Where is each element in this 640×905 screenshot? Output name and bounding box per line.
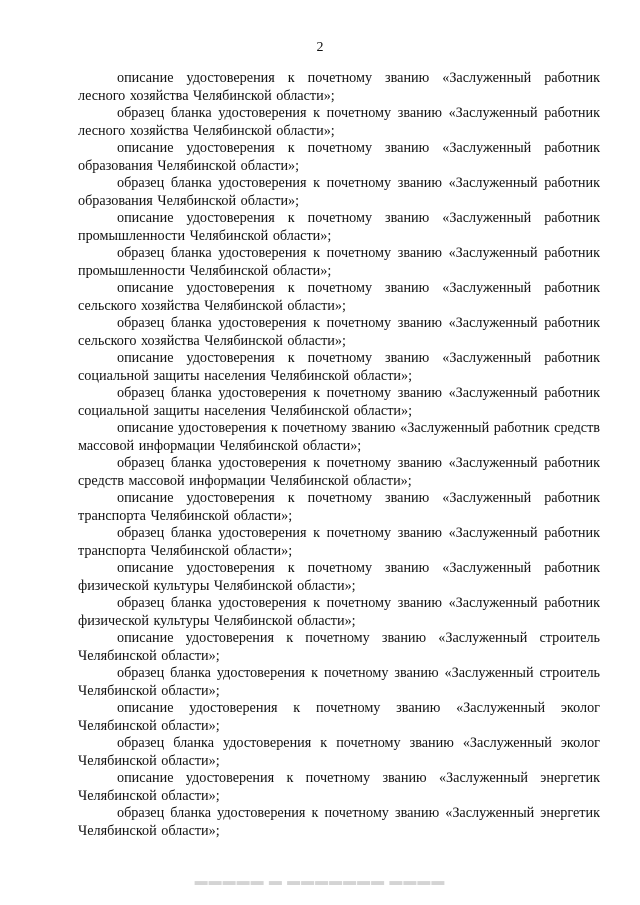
paragraph: описание удостоверения к почетному званию «Заслуженный эколог Челябинской области»; (78, 700, 600, 734)
paragraph: описание удостоверения к почетному званию «Заслуженный работник лесного хозяйства Челябинской области»; (78, 70, 600, 104)
document-body (78, 70, 600, 840)
paragraph: образец бланка удостоверения к почетному званию «Заслуженный энергетик Челябинской области»; (78, 805, 600, 839)
paragraph: образец бланка удостоверения к почетному званию «Заслуженный строитель Челябинской области»; (78, 665, 600, 699)
paragraph: образец бланка удостоверения к почетному званию «Заслуженный работник транспорта Челябинской области»; (78, 525, 600, 559)
paragraph: описание удостоверения к почетному званию «Заслуженный работник образования Челябинской области»; (78, 140, 600, 174)
paragraph: описание удостоверения к почетному званию «Заслуженный работник сельского хозяйства Челябинской области»; (78, 280, 600, 314)
paragraph: образец бланка удостоверения к почетному званию «Заслуженный работник промышленности Челябинской области»; (78, 245, 600, 279)
paragraph: образец бланка удостоверения к почетному званию «Заслуженный работник лесного хозяйства Челябинской области»; (78, 105, 600, 139)
paragraph: описание удостоверения к почетному званию «Заслуженный энергетик Челябинской области»; (78, 770, 600, 804)
page-number: 2 (316, 40, 324, 55)
paragraph: образец бланка удостоверения к почетному званию «Заслуженный работник образования Челябинской области»; (78, 175, 600, 209)
faint-footer-stamp: ▬▬▬▬▬ ▬ ▬▬▬▬▬▬▬ ▬▬▬▬ (194, 873, 446, 888)
paragraph: описание удостоверения к почетному званию «Заслуженный работник промышленности Челябинской области»; (78, 210, 600, 244)
paragraph: образец бланка удостоверения к почетному званию «Заслуженный работник сельского хозяйства Челябинской области»; (78, 315, 600, 349)
paragraph: образец бланка удостоверения к почетному званию «Заслуженный эколог Челябинской области»; (78, 735, 600, 769)
paragraph: описание удостоверения к почетному званию «Заслуженный работник физической культуры Челябинской области»; (78, 560, 600, 594)
paragraph: описание удостоверения к почетному званию «Заслуженный работник социальной защиты населения Челябинской области»; (78, 350, 600, 384)
paragraph: образец бланка удостоверения к почетному званию «Заслуженный работник средств массовой информации Челябинской области»; (78, 455, 600, 489)
paragraph: описание удостоверения к почетному званию «Заслуженный работник средств массовой информации Челябинской области»; (78, 420, 600, 454)
paragraph: образец бланка удостоверения к почетному званию «Заслуженный работник физической культуры Челябинской области»; (78, 595, 600, 629)
paragraph: образец бланка удостоверения к почетному званию «Заслуженный работник социальной защиты населения Челябинской области»; (78, 385, 600, 419)
paragraph: описание удостоверения к почетному званию «Заслуженный работник транспорта Челябинской области»; (78, 490, 600, 524)
paragraph: описание удостоверения к почетному званию «Заслуженный строитель Челябинской области»; (78, 630, 600, 664)
